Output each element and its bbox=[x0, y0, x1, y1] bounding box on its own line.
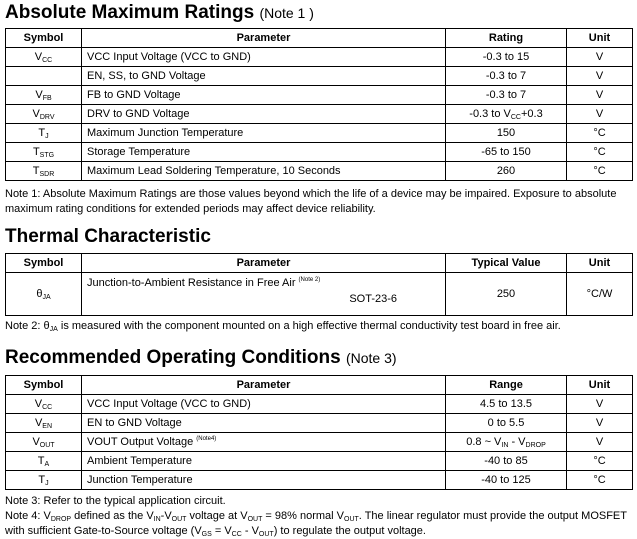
parameter-cell: FB to GND Voltage bbox=[82, 86, 446, 105]
amr-title bbox=[0, 2, 637, 24]
rating-cell: -0.3 to 7 bbox=[446, 67, 567, 86]
symbol-cell: $V_{CC}$ bbox=[6, 395, 82, 414]
range-cell: 0.8 ~ $V_{IN} - V_{DROP}$ bbox=[446, 433, 567, 452]
symbol-cell: $T_{STG}$ bbox=[6, 143, 82, 162]
amr-table bbox=[5, 28, 633, 181]
parameter-note: (Note 2) bbox=[298, 277, 321, 283]
symbol-cell: $T_J$ bbox=[6, 471, 82, 490]
parameter-cell: VCC Input Voltage (VCC to GND) bbox=[82, 395, 446, 414]
table-row bbox=[6, 273, 633, 316]
unit-cell: °C bbox=[567, 124, 633, 143]
col-header-typical-value: Typical Value bbox=[446, 254, 567, 273]
symbol-cell: $V_{EN}$ bbox=[6, 414, 82, 433]
package-label: SOT-23-6 bbox=[349, 293, 397, 305]
parameter-cell: VCC Input Voltage (VCC to GND) bbox=[82, 48, 446, 67]
rating-cell: -0.3 to 7 bbox=[446, 86, 567, 105]
unit-cell: V bbox=[567, 395, 633, 414]
rating-cell: -0.3 to $V_{CC}+0.3$ bbox=[446, 105, 567, 124]
unit-cell: V bbox=[567, 86, 633, 105]
unit-cell: °C bbox=[567, 471, 633, 490]
unit-cell: V bbox=[567, 414, 633, 433]
parameter-cell: VOUT Output Voltage $^{(Note4)}$ bbox=[82, 433, 446, 452]
symbol-cell: $T_{SDR}$ bbox=[6, 162, 82, 181]
parameter-cell: Ambient Temperature bbox=[82, 452, 446, 471]
rating-cell: 150 bbox=[446, 124, 567, 143]
table-row bbox=[6, 433, 633, 452]
symbol-cell: $V_{FB}$ bbox=[6, 86, 82, 105]
col-header-symbol: Symbol bbox=[6, 29, 82, 48]
roc-title-text: Recommended Operating Conditions bbox=[5, 347, 341, 368]
rating-cell: -65 to 150 bbox=[446, 143, 567, 162]
symbol-cell: $T_A$ bbox=[6, 452, 82, 471]
unit-cell: V bbox=[567, 48, 633, 67]
parameter-cell: EN to GND Voltage bbox=[82, 414, 446, 433]
amr-title-text: Absolute Maximum Ratings bbox=[5, 2, 255, 23]
table-row bbox=[6, 86, 633, 105]
symbol-cell bbox=[6, 67, 82, 86]
thermal-title-text: Thermal Characteristic bbox=[5, 226, 211, 247]
unit-cell: °C bbox=[567, 143, 633, 162]
unit-cell: V bbox=[567, 67, 633, 86]
table-row bbox=[6, 48, 633, 67]
col-header-unit: Unit bbox=[567, 29, 633, 48]
range-cell: -40 to 125 bbox=[446, 471, 567, 490]
table-row bbox=[6, 143, 633, 162]
parameter-cell: Maximum Junction Temperature bbox=[82, 124, 446, 143]
col-header-range: Range bbox=[446, 376, 567, 395]
note-2: Note 2: $\theta_{JA}$ is measured with the component mounted on a high effective thermal conductivity test board in free air. bbox=[5, 320, 561, 333]
col-header-symbol: Symbol bbox=[6, 376, 82, 395]
unit-cell: °C bbox=[567, 452, 633, 471]
symbol-cell: $T_J$ bbox=[6, 124, 82, 143]
table-row bbox=[6, 162, 633, 181]
roc-title bbox=[0, 347, 637, 369]
parameter-cell: Maximum Lead Soldering Temperature, 10 Seconds bbox=[82, 162, 446, 181]
thermal-table bbox=[5, 253, 633, 316]
amr-title-note: (Note 1 ) bbox=[259, 5, 314, 21]
table-row bbox=[6, 452, 633, 471]
rating-cell: 260 bbox=[446, 162, 567, 181]
symbol-cell: $\theta_{JA}$ bbox=[6, 273, 82, 316]
table-header-row bbox=[6, 254, 633, 273]
parameter-cell: DRV to GND Voltage bbox=[82, 105, 446, 124]
parameter-cell: EN, SS, to GND Voltage bbox=[82, 67, 446, 86]
unit-cell: °C/W bbox=[567, 273, 633, 316]
col-header-parameter: Parameter bbox=[82, 29, 446, 48]
note-4: Note 4: $V_{DROP}$ defined as the $V_{IN}-V_{OUT}$ voltage at $V_{OUT} = 98\%$ normal $V_{OUT}$. The linear regulator must provide the output MOSFET with sufficient Gate-to-Source voltage $(V_{GS} = V_{CC} - V_{OUT})$ to regulate the output voltage. bbox=[5, 510, 627, 538]
symbol-cell: $V_{OUT}$ bbox=[6, 433, 82, 452]
parameter-text: Junction-to-Ambient Resistance in Free Air bbox=[87, 277, 296, 289]
table-row bbox=[6, 124, 633, 143]
table-header-row bbox=[6, 376, 633, 395]
col-header-parameter: Parameter bbox=[82, 254, 446, 273]
unit-cell: V bbox=[567, 433, 633, 452]
note-1: Note 1: Absolute Maximum Ratings are those values beyond which the life of a device may be impaired. Exposure to absolute maximum rating conditions for extended periods may affect device reliability. bbox=[5, 188, 617, 215]
thermal-title bbox=[0, 226, 637, 248]
unit-cell: V bbox=[567, 105, 633, 124]
unit-cell: °C bbox=[567, 162, 633, 181]
table-row bbox=[6, 414, 633, 433]
range-cell: 0 to 5.5 bbox=[446, 414, 567, 433]
range-cell: 4.5 to 13.5 bbox=[446, 395, 567, 414]
parameter-cell: Storage Temperature bbox=[82, 143, 446, 162]
parameter-cell: Junction Temperature bbox=[82, 471, 446, 490]
roc-table bbox=[5, 375, 633, 490]
table-row bbox=[6, 471, 633, 490]
parameter-cell bbox=[82, 273, 446, 316]
range-cell: -40 to 85 bbox=[446, 452, 567, 471]
col-header-unit: Unit bbox=[567, 254, 633, 273]
col-header-parameter: Parameter bbox=[82, 376, 446, 395]
symbol-cell: $V_{DRV}$ bbox=[6, 105, 82, 124]
symbol-cell: $V_{CC}$ bbox=[6, 48, 82, 67]
table-row bbox=[6, 67, 633, 86]
table-row bbox=[6, 105, 633, 124]
col-header-rating: Rating bbox=[446, 29, 567, 48]
table-header-row bbox=[6, 29, 633, 48]
value-cell: 250 bbox=[446, 273, 567, 316]
note-3: Note 3: Refer to the typical application circuit. bbox=[5, 495, 226, 507]
col-header-unit: Unit bbox=[567, 376, 633, 395]
rating-cell: -0.3 to 15 bbox=[446, 48, 567, 67]
roc-title-note: (Note 3) bbox=[345, 350, 397, 366]
table-row bbox=[6, 395, 633, 414]
col-header-symbol: Symbol bbox=[6, 254, 82, 273]
